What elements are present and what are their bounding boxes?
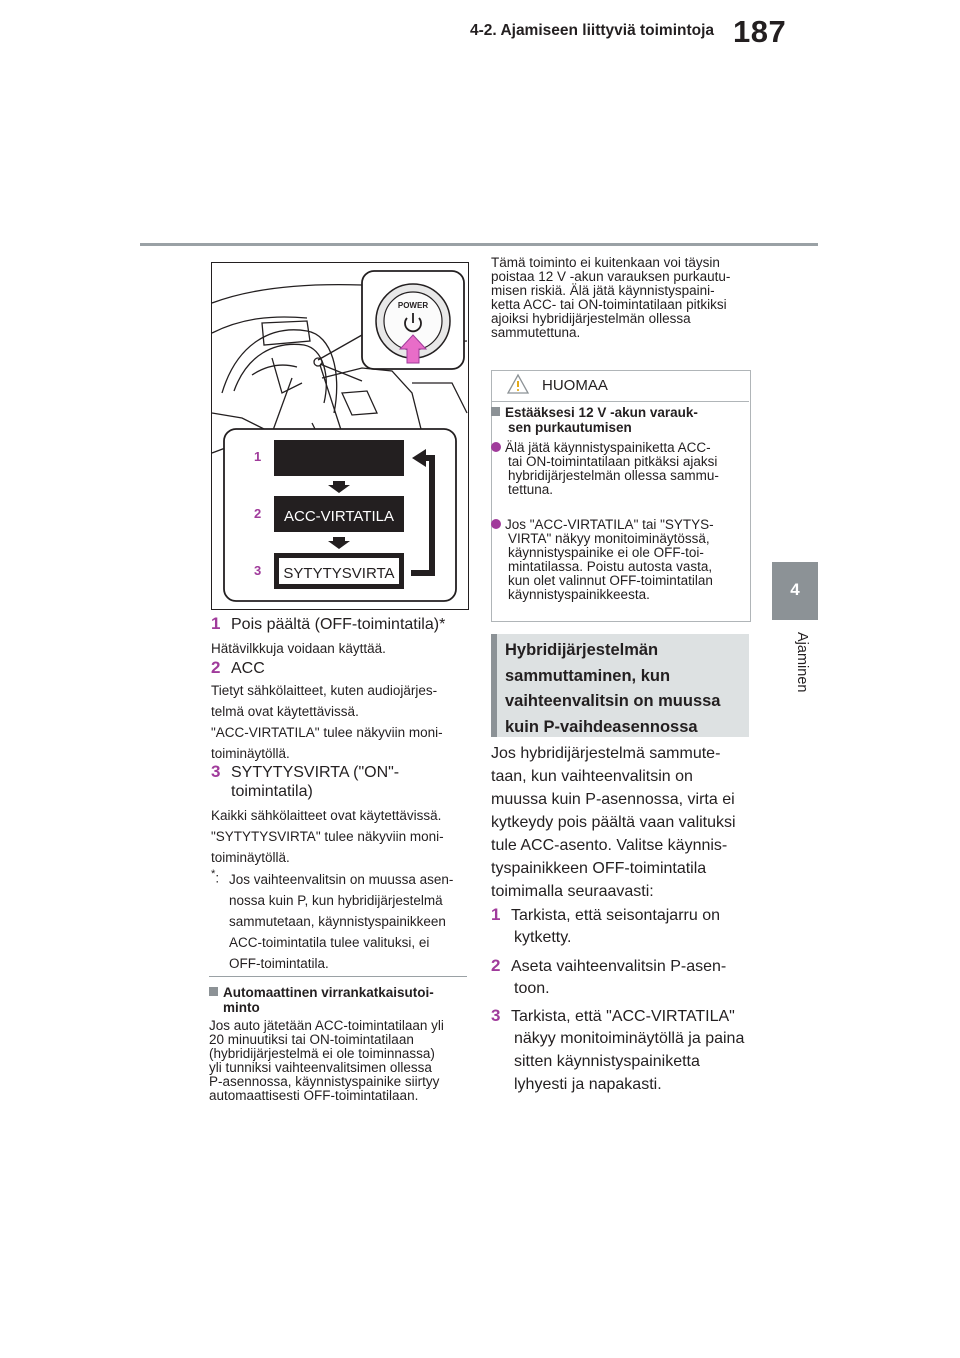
notice-bullet-2-line-3: käynnistyspainike ei ole OFF-toi- <box>508 545 704 560</box>
item-3-title-2: toimintatila) <box>231 783 313 800</box>
item-1-number: 1 <box>211 614 221 633</box>
para-line-6: tyspainikkeen OFF-toimintatila <box>491 860 707 877</box>
item-2-title: ACC <box>231 660 265 677</box>
continuation-line-4: ketta ACC- tai ON-toimintatilaan pitkiksi <box>491 297 727 312</box>
para-line-3: muussa kuin P-asennossa, virta ei <box>491 791 735 808</box>
round-bullet-icon <box>491 519 501 529</box>
section-heading: Hybridijärjestelmän sammuttaminen, kun vaihteenvalitsin on muussa kuin P-vaihdeasennossa <box>505 641 721 736</box>
section-title: 4-2. Ajamiseen liittyviä toimintoja <box>470 22 715 39</box>
notice-bullet-1-line-2: tai ON-toimintatilaan pitkäksi ajaksi <box>508 454 718 469</box>
continuation-line-3: misen riskiä. Älä jätä käynnistyspaini- <box>491 283 715 298</box>
footnote-line-4: ACC-toimintatila tulee valituksi, ei <box>229 935 430 950</box>
step-1-line-2: kytketty. <box>514 929 572 946</box>
section-heading-accent-bar <box>491 634 497 737</box>
notice-bullet-1-line-3: hybridijärjestelmän ollessa sammu- <box>508 468 719 483</box>
notice-header-divider <box>491 401 749 402</box>
para-line-4: kytkeydy pois päältä vaan valituksi <box>491 814 736 831</box>
notice-bullet-1-line-4: tettuna. <box>508 482 554 497</box>
power-switch-illustration <box>211 262 469 610</box>
notice-bullet-2-line-1: Jos "ACC-VIRTATILA" tai "SYTYS- <box>491 518 714 533</box>
auto-off-line-3: (hybridijärjestelmä ei ole toiminnassa) <box>209 1046 435 1061</box>
para-line-7: toimimalla seuraavasti: <box>491 883 654 900</box>
continuation-line-6: sammutettuna. <box>491 325 581 340</box>
footnote-line-5: OFF-toimintatila. <box>229 956 329 971</box>
step-3-line-3: sitten käynnistyspainiketta <box>514 1053 700 1070</box>
display-on-text: SYTYTYSVIRTA <box>283 565 395 582</box>
chapter-tab <box>772 562 818 620</box>
auto-off-line-1: Jos auto jätetään ACC-toimintatilaan yli <box>209 1018 444 1033</box>
para-line-1: Jos hybridijärjestelmä sammute- <box>491 745 721 762</box>
item-3-body-3: toiminäytöllä. <box>211 850 290 865</box>
notice-bullet-2-line-6: käynnistyspainikkeesta. <box>508 587 650 602</box>
para-line-2: taan, kun vaihteenvalitsin on <box>491 768 693 785</box>
notice-bullet-2-line-5: kun olet valinnut OFF-toimintatilan <box>508 573 713 588</box>
item-1-heading <box>211 614 445 634</box>
display-acc-text: ACC-VIRTATILA <box>283 508 395 525</box>
item-3-number: 3 <box>211 762 221 781</box>
continuation-line-2: poistaa 12 V -akun varauksen purkautu- <box>491 269 731 284</box>
dashboard-drawing <box>212 263 468 609</box>
step-3-line-4: lyhyesti ja napakasti. <box>514 1076 662 1093</box>
row-number-2: 2 <box>254 506 262 521</box>
notice-bullet-2-line-2: VIRTA" näkyy monitoiminäytössä, <box>508 531 710 546</box>
item-2-body-1: Tietyt sähkölaitteet, kuten audiojärjes- <box>211 683 438 698</box>
square-bullet-icon <box>491 407 500 416</box>
auto-off-title: Automaattinen virrankatkaisutoi- <box>209 985 434 1000</box>
notice-bullet-1-line-1: Älä jätä käynnistyspainiketta ACC- <box>491 441 711 456</box>
notice-subtitle: Estääksesi 12 V -akun varauk- <box>491 405 698 420</box>
power-label: POWER <box>397 301 429 310</box>
auto-off-line-2: 20 minuutiksi tai ON-toimintatilaan <box>209 1032 414 1047</box>
section-divider <box>209 976 467 977</box>
step-2-line-2: toon. <box>514 980 550 997</box>
item-3-heading <box>211 762 399 782</box>
item-2-number: 2 <box>211 658 221 677</box>
continuation-line-1: Tämä toiminto ei kuitenkaan voi täysin <box>491 255 720 270</box>
row-number-1: 1 <box>254 449 262 464</box>
display-off <box>274 440 404 476</box>
step-3-number: 3 <box>491 1006 501 1025</box>
item-2-body-4: toiminäytöllä. <box>211 746 290 761</box>
auto-off-line-5: P-asennossa, käynnistyspainike siirtyy <box>209 1074 440 1089</box>
item-2-body-2: telmä ovat käytettävissä. <box>211 704 359 719</box>
round-bullet-icon <box>491 442 501 452</box>
item-3-body-2: "SYTYTYSVIRTA" tulee näkyviin moni- <box>211 829 444 844</box>
item-2-heading <box>211 658 265 678</box>
square-bullet-icon <box>209 987 218 996</box>
header-rule <box>140 243 818 246</box>
auto-off-line-4: yli tunniksi vaihteenvalitsimen ollessa <box>209 1060 432 1075</box>
footnote-line-2: nossa kuin P, kun hybridijärjestelmä <box>229 893 443 908</box>
step-3-line-2: näkyy monitoiminäytöllä ja paina <box>514 1030 745 1047</box>
auto-off-line-6: automaattisesti OFF-toimintatilaan. <box>209 1088 419 1103</box>
continuation-line-5: ajoiksi hybridijärjestelmän ollessa <box>491 311 691 326</box>
notice-subtitle-2: sen purkautumisen <box>508 420 632 435</box>
item-1-title: Pois päältä (OFF-toimintatila)* <box>231 616 446 633</box>
step-2: 2 Aseta vaihteenvalitsin P-asen- <box>491 956 727 975</box>
chapter-tab-label: Ajaminen <box>794 632 810 693</box>
step-1-number: 1 <box>491 905 501 924</box>
para-line-5: tule ACC-asento. Valitse käynnis- <box>491 837 728 854</box>
item-1-body: Hätävilkkuja voidaan käyttää. <box>211 641 386 656</box>
warning-triangle-icon <box>506 373 530 395</box>
footnote-line-1: Jos vaihteenvalitsin on muussa asen- <box>229 872 454 887</box>
footnote-line-3: sammutetaan, käynnistyspainikkeen <box>229 914 446 929</box>
chapter-tab-number: 4 <box>790 580 800 599</box>
item-3-body-1: Kaikki sähkölaitteet ovat käytettävissä. <box>211 808 442 823</box>
step-2-number: 2 <box>491 956 501 975</box>
row-number-3: 3 <box>254 563 262 578</box>
step-3: 3 Tarkista, että "ACC-VIRTATILA" <box>491 1006 735 1025</box>
step-1: 1 Tarkista, että seisontajarru on <box>491 905 720 924</box>
item-2-body-3: "ACC-VIRTATILA" tulee näkyviin moni- <box>211 725 443 740</box>
page-number: 187 <box>733 14 787 49</box>
auto-off-title-2: minto <box>223 1000 260 1015</box>
notice-title: HUOMAA <box>542 377 608 394</box>
notice-bullet-2-line-4: mintatilassa. Poistu autosta vasta, <box>508 559 713 574</box>
footnote-marker: *: <box>211 868 220 886</box>
item-3-title-1: SYTYTYSVIRTA ("ON"- <box>231 764 400 781</box>
